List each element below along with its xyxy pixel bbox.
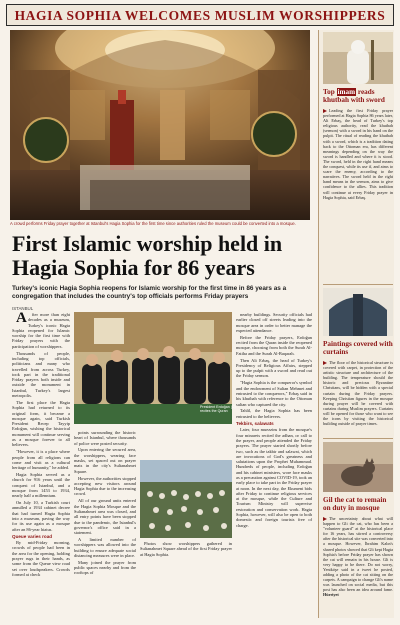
paragraph: Thousands of people, including top officials, politicians and many who travelled from across Turkey, took part in the traditional Friday prayers both inside and outside the monument in Istanbul, Turkey's largest metropolis. — [12, 350, 70, 399]
hero-photo — [10, 30, 310, 220]
paragraph: "Hagia Sophia is the conqueror's symbol and the endowment of Sultan Mehmet and entrusted to the conquerors," Erbaş said in his khutbah with reference to the Ottoman sultan who captured the city. — [236, 380, 312, 407]
sidebar-headline-1: Top imam reads khutbah with sword — [323, 88, 385, 104]
article-column-3 — [236, 312, 312, 612]
sidebar-text-1: Leading the first Friday prayer performed at Hagia Sophia 86 years later, Ali Erbaş, the head of Turkey's top religious authority, read the khutbah (sermon) with a sword in his hand on the pulpit. The ritual of reading the khutbah with a sword, which is a tradition dating back to the Ottoman era, has different meanings depending on the way the sword is handled and where it is stood. The sword, held in the right hand means the conquest, while its use if, and aims to scare the enemy, according to the narratives. The sword held in the right hand means in the sermon, aims to give confidence to the allies. This tradition will continue at every Friday prayer in Hagia Sophia, said Erbaş. — [323, 108, 393, 200]
paragraph: Many joined the prayer from public spaces nearby and from the rooftops of — [74, 559, 136, 576]
drop-cap: A — [16, 312, 27, 326]
paragraph: The first place the Hagia Sophia had returned to its original form, it became a mosque again, said Turkish President Recep Tayyip Erdoğan, wishing the historical monument will continue serving as a mosque forever to all believers. — [12, 399, 70, 448]
section-banner — [6, 4, 394, 26]
imam-image — [323, 32, 393, 84]
article-column-2 — [74, 430, 136, 612]
main-headline: First Islamic worship held in Hagia Sophia for 86 years — [12, 231, 283, 280]
article-column-4 — [140, 541, 232, 611]
crowd-image — [140, 460, 232, 538]
crowd-outside-photo — [140, 460, 232, 538]
hagia-sophia-interior-image — [10, 30, 310, 220]
paragraph: Upon entering the secured area, the worshippers, wearing face masks, set spaced out on prayer mats in the city's Sultanahmet Square. — [74, 447, 136, 474]
subheading: Tekbirs, salawats — [236, 421, 274, 427]
imam-photo — [323, 32, 393, 84]
photo-caption: President Erdoğan (C) recites the Quran — [200, 405, 236, 413]
paragraph: By mid-Friday morning, crowds of people had been in the area for the opening, holding prayer rugs in their hands, as some from the Queue view road set over loudspeakers. Crowds formed at check — [12, 540, 70, 577]
sidebar-attribution: Hürriyet — [323, 592, 339, 598]
paragraph: Then Ali Erbaş, the head of Turkey's Presidency of Religious Affairs, stepped up to the pulpit with a sword and read out the Friday sermon. — [236, 357, 312, 379]
paragraph: "However, it is a place where people from all religions can come and visit as a cultural heritage of humanity," he added. — [12, 449, 70, 471]
sidebar-divider — [323, 438, 393, 439]
paragraph: Before the Friday prayers, Erdoğan recited from the Quran inside the reopened mosque, choosing from both the Surah Al-Fatiha and the Surah Al-Baqarah. — [236, 334, 312, 356]
paragraph: Hagia Sophia served as a church for 916 years until the conquest of Istanbul, and a mosque from 1453 to 1934, nearly half a millennium. — [12, 471, 70, 499]
paragraph: points surrounding the historic heart of Istanbul, where thousands of police were posted security. — [74, 430, 136, 446]
sidebar-divider — [323, 284, 393, 285]
paragraph: All of our ground units entered the Hagia Sophia Mosque and the Sultanahmet area was closed, and all entry points have been stopped due to the pandemic, the Istanbul's governor's office said in a statement. — [74, 498, 136, 536]
article-deck: Turkey's iconic Hagia Sophia reopens for Islamic worship for the first time in 86 years as a congregation that includes the country's top officials performs Friday prayers — [12, 285, 287, 300]
sidebar-text-3: The uncertainty about what will happen to Gli the cat, who has been a "volunteer guard" at the historical place for 16 years, has stirred a controversy after the historical site was converted into a mosque. However, İbrahim Kalın's shared photos showed that Gli kept Hagia Sophia's before Friday prayer has shown the cat will remain in his house. Gli is very happy to be there. Do not worry, Yeniköşe said in a tweet he posted, adding a photo of the cat sitting on the carpets. A campaign to change Gli's name was launched on social media, but this post has also been an idea around fame. Hürriyet — [323, 516, 393, 598]
sidebar — [318, 30, 394, 618]
subheading: Queue varies road — [12, 533, 53, 539]
paragraph: Tahlil, the Hagia Sophia has been entrusted to the believers. — [236, 408, 312, 419]
cat-photo — [323, 442, 393, 492]
paragraph: A fter more than eight decades as a museum, Turkey's iconic Hagia Sophia reopened for Islamic worship for the first time with Friday prayers with the participation of worshippers. — [12, 312, 70, 349]
curtain-photo — [323, 288, 393, 336]
paragraph: However, the authorities stopped accepting new visitors around Hagia Sophia due to the increasing crowd. — [74, 475, 136, 497]
paragraph: On July 10, a Turkish court annulled a 1934 cabinet decree that had turned Hagia Sophia into a museum, paving the way for its use again as a mosque after an 86-year hiatus. — [12, 500, 70, 532]
curtain-image — [323, 288, 393, 336]
sidebar-headline-3: Gil the cat to remain on duty in mosque — [323, 496, 387, 512]
sidebar-headline-2: Paintings covered with curtains — [323, 340, 393, 356]
hero-caption: A crowd performs Friday prayer together at Istanbul's Hagia Sophia for the first time since authorities ruled the museum could be converted into a mosque. — [10, 221, 296, 226]
byline: ISTANBUL — [12, 306, 34, 311]
paragraph: A limited number of worshippers was allowed into the building to ensure adequate social distancing measures were in place. — [74, 537, 136, 558]
banner-title: HAGIA SOPHIA WELCOMES MUSLIM WORSHIPPERS — [14, 8, 386, 23]
paragraph: Photos show worshippers gathered in Sultanahmet Square ahead of the first Friday prayer at Hagia Sophia. — [140, 541, 232, 557]
sidebar-text-2: The floor of the historical structure is covered with carpet, in protection of the artistic structure and architecture of the building. The temperature should the historic and precious Byzantine Christians, will be hidden with a special curtain during the Friday prayers. Keeping Christian figures in the mosque during prayer will be covered with curtains during Muslim prayers. Curtains will be opened for those who want to see the icons by visiting the historical building outside of prayer times. — [323, 360, 393, 427]
cat-gli-image — [323, 442, 393, 492]
paragraph: Later, four muezzins from the mosque's four minarets recited the adhan, or call to the prayer, and people attended the Friday prayers. The prayer started shortly before two, such as the takbir and salawat, which are invocations of God's greatness and salutations upon the Prophet Muhammad. Hundreds of people, including Erdoğan and his cabinet ministers, wore face masks as a precaution against COVID-19, took an early place to take part in the Friday prayer at noon. In the next day, the Ekumeni bids after Friday to continue religious services at the mosque, while the Culture and Tourism Ministry will supervise restoration and conservation work. Hagia Sophia, however, will also be open to both domestic and foreign tourists free of charge. — [236, 427, 312, 528]
paragraph: nearby buildings. Security officials had earlier closed off streets leading into the mosque area in order to better manage the expected attendance. — [236, 312, 312, 333]
article-column-1 — [12, 312, 70, 612]
